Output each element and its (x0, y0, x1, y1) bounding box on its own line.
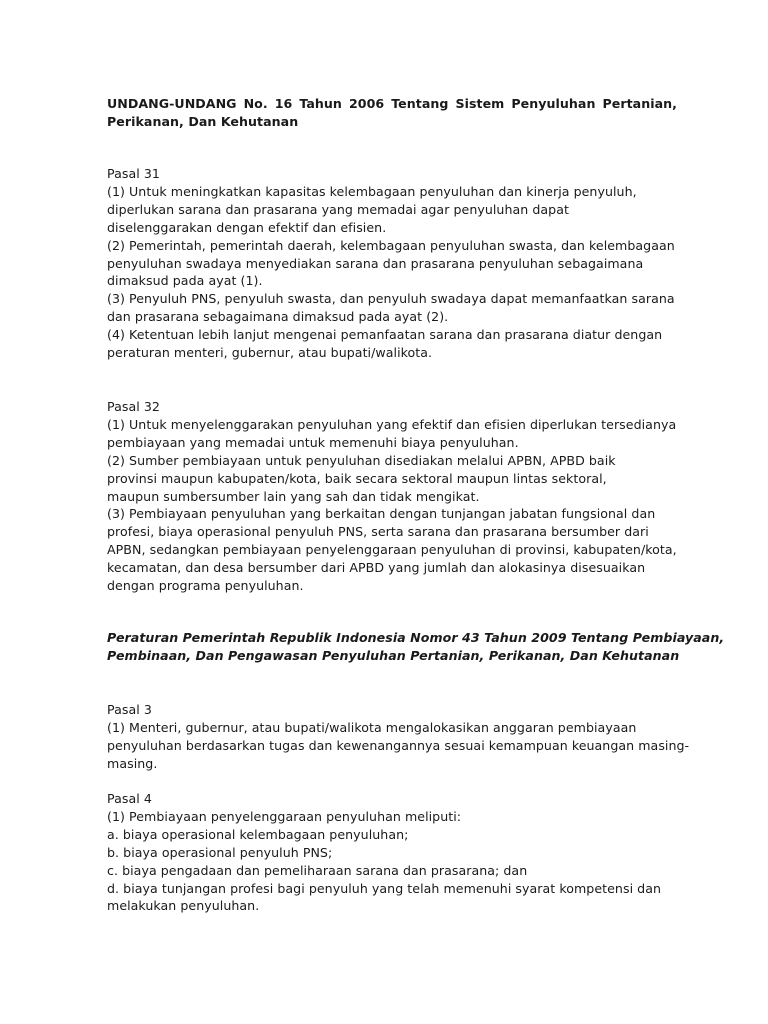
list-item: d. biaya tunjangan profesi bagi penyuluh yang telah memenuhi syarat kompetensi dan (107, 880, 662, 896)
list-item: a. biaya operasional kelembagaan penyuluhan; (107, 826, 409, 842)
paragraph-line: (2) Pemerintah, pemerintah daerah, kelembagaan penyuluhan swasta, dan kelembagaan (107, 237, 675, 253)
paragraph-line: provinsi maupun kabupaten/kota, baik secara sektoral maupun lintas sektoral, (107, 470, 607, 486)
heading-line: UNDANG-UNDANG No. 16 Tahun 2006 Tentang Sistem Penyuluhan Pertanian, (107, 96, 677, 111)
paragraph-line: profesi, biaya operasional penyuluh PNS, serta sarana dan prasarana bersumber dari (107, 524, 649, 540)
paragraph-line: (1) Menteri, gubernur, atau bupati/walikota mengalokasikan anggaran pembiayaan (107, 719, 637, 735)
pasal-31-section (107, 165, 675, 362)
pasal-title: Pasal 32 (107, 399, 160, 414)
heading-line: Perikanan, Dan Kehutanan (107, 113, 299, 129)
pasal-4-section (107, 790, 661, 915)
paragraph-line: (4) Ketentuan lebih lanjut mengenai pemanfaatan sarana dan prasarana diatur dengan (107, 327, 663, 343)
paragraph-line: penyuluhan berdasarkan tugas dan kewenangannya sesuai kemampuan keuangan masing- (107, 737, 690, 753)
list-item: c. biaya pengadaan dan pemeliharaan sarana dan prasarana; dan (107, 862, 528, 878)
pasal-title: Pasal 31 (107, 166, 160, 181)
heading-line: Pembinaan, Dan Pengawasan Penyuluhan Pertanian, Perikanan, Dan Kehutanan (107, 647, 680, 663)
heading-undang-undang (107, 95, 677, 131)
paragraph-line: pembiayaan yang memadai untuk memenuhi biaya penyuluhan. (107, 434, 519, 450)
pasal-title: Pasal 4 (107, 791, 152, 806)
paragraph-line: (2) Sumber pembiayaan untuk penyuluhan disediakan melalui APBN, APBD baik (107, 452, 616, 468)
paragraph-line: (3) Penyuluh PNS, penyuluh swasta, dan penyuluh swadaya dapat memanfaatkan sarana (107, 291, 675, 307)
paragraph-line: maupun sumbersumber lain yang sah dan tidak mengikat. (107, 488, 480, 504)
paragraph-line: penyuluhan swadaya menyediakan sarana dan prasarana penyuluhan sebagaimana (107, 255, 644, 271)
paragraph-line: dengan programa penyuluhan. (107, 578, 304, 594)
paragraph-line: (1) Pembiayaan penyelenggaraan penyuluhan meliputi: (107, 808, 462, 824)
paragraph-line: (3) Pembiayaan penyuluhan yang berkaitan dengan tunjangan jabatan fungsional dan (107, 506, 656, 522)
heading-line: Peraturan Pemerintah Republik Indonesia Nomor 43 Tahun 2009 Tentang Pembiayaan, (107, 630, 725, 645)
pasal-title: Pasal 3 (107, 702, 152, 717)
paragraph-line: diselenggarakan dengan efektif dan efisien. (107, 219, 387, 235)
paragraph-line: dimaksud pada ayat (1). (107, 273, 263, 289)
paragraph-line: dan prasarana sebagaimana dimaksud pada ayat (2). (107, 309, 449, 325)
pasal-3-section (107, 701, 689, 773)
paragraph-line: kecamatan, dan desa bersumber dari APBD yang jumlah dan alokasinya disesuaikan (107, 560, 646, 576)
heading-peraturan-pemerintah (107, 629, 724, 665)
list-item: b. biaya operasional penyuluh PNS; (107, 844, 333, 860)
paragraph-line: (1) Untuk menyelenggarakan penyuluhan yang efektif dan efisien diperlukan tersedianya (107, 416, 677, 432)
paragraph-line: APBN, sedangkan pembiayaan penyelenggaraan penyuluhan di provinsi, kabupaten/kota, (107, 542, 677, 558)
paragraph-line: peraturan menteri, gubernur, atau bupati/walikota. (107, 345, 433, 361)
paragraph-line: melakukan penyuluhan. (107, 898, 260, 914)
pasal-32-section (107, 398, 677, 595)
paragraph-line: masing. (107, 755, 158, 771)
paragraph-line: diperlukan sarana dan prasarana yang memadai agar penyuluhan dapat (107, 201, 569, 217)
paragraph-line: (1) Untuk meningkatkan kapasitas kelembagaan penyuluhan dan kinerja penyuluh, (107, 183, 637, 199)
